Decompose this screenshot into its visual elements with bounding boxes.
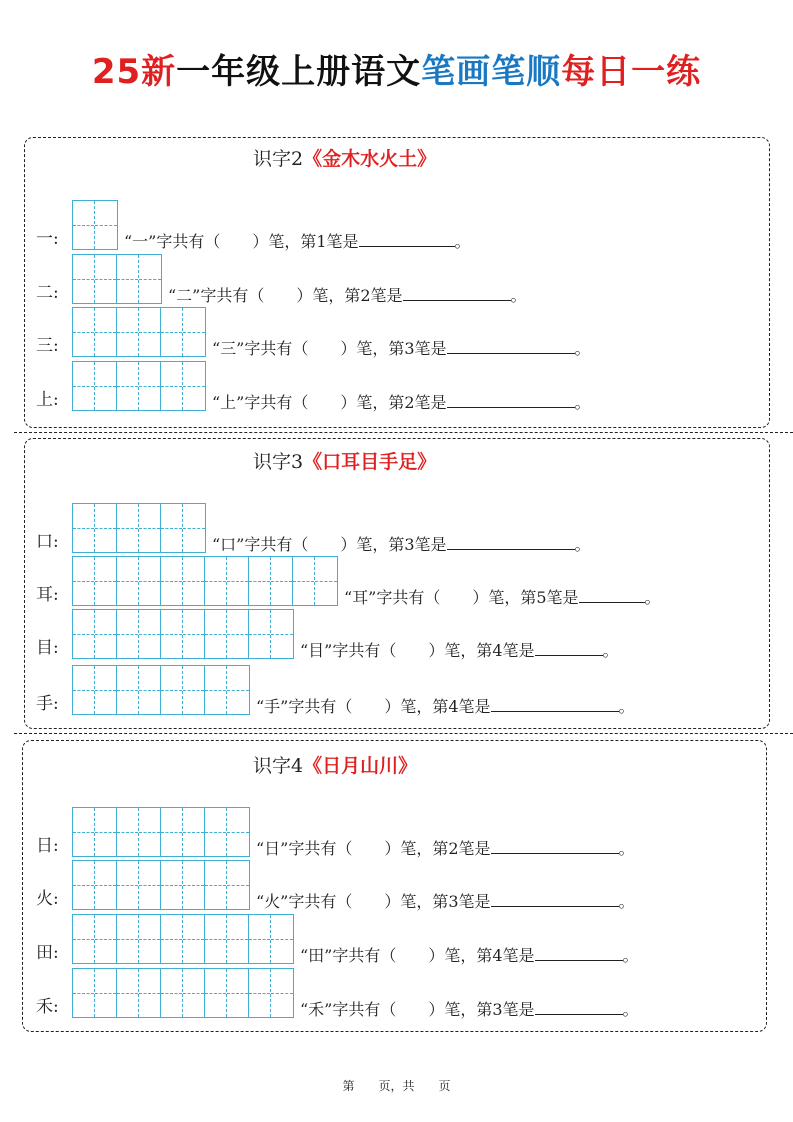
answer-blank[interactable] [403, 284, 511, 301]
grid-cell[interactable] [271, 557, 293, 605]
question-text: “耳”字共有（ ）笔，第5笔是 [344, 588, 579, 607]
grid-cell[interactable] [271, 915, 293, 963]
grid-cell[interactable] [183, 861, 205, 909]
period: 。 [622, 946, 639, 965]
grid-cell[interactable] [117, 666, 139, 714]
grid-cell[interactable] [183, 610, 205, 658]
answer-blank[interactable] [447, 533, 575, 550]
period: 。 [618, 697, 635, 716]
char-label: 口: [36, 532, 59, 552]
grid-cell[interactable] [205, 610, 227, 658]
grid-cell[interactable] [73, 915, 95, 963]
grid-cell[interactable] [139, 915, 161, 963]
grid-cell[interactable] [73, 808, 95, 856]
grid-cell[interactable] [95, 915, 117, 963]
page-title [0, 50, 793, 94]
tian-zi-grid[interactable] [72, 665, 250, 715]
answer-blank[interactable] [535, 944, 623, 961]
grid-cell[interactable] [95, 201, 117, 249]
grid-cell[interactable] [183, 308, 205, 356]
grid-cell[interactable] [183, 362, 205, 410]
char-label: 一: [36, 229, 59, 249]
answer-blank[interactable] [535, 639, 603, 656]
grid-cell[interactable] [73, 504, 95, 552]
grid-cell[interactable] [161, 362, 183, 410]
grid-cell[interactable] [117, 362, 139, 410]
lesson-name: 《金木水火土》 [303, 148, 437, 170]
char-label: 目: [36, 638, 59, 658]
grid-cell[interactable] [73, 969, 95, 1017]
section-title-3 [253, 754, 417, 778]
stroke-question [124, 230, 471, 252]
question-text: “日”字共有（ ）笔，第2笔是 [256, 839, 491, 858]
stroke-question [256, 890, 635, 912]
answer-blank[interactable] [579, 586, 645, 603]
grid-cell[interactable] [161, 557, 183, 605]
grid-cell[interactable] [205, 969, 227, 1017]
grid-cell[interactable] [183, 504, 205, 552]
char-label: 上: [36, 390, 59, 410]
grid-cell[interactable] [117, 969, 139, 1017]
grid-cell[interactable] [117, 915, 139, 963]
section-label: 识字3 [253, 451, 304, 473]
grid-cell[interactable] [95, 610, 117, 658]
grid-cell[interactable] [139, 504, 161, 552]
grid-cell[interactable] [161, 861, 183, 909]
grid-cell[interactable] [139, 308, 161, 356]
section-separator-2 [14, 733, 793, 734]
grid-cell[interactable] [205, 808, 227, 856]
char-label: 三: [36, 336, 59, 356]
question-text: “口”字共有（ ）笔，第3笔是 [212, 535, 447, 554]
stroke-question [300, 944, 639, 966]
grid-cell[interactable] [161, 308, 183, 356]
period: 。 [622, 1000, 639, 1019]
grid-cell[interactable] [95, 255, 117, 303]
grid-cell[interactable] [271, 610, 293, 658]
grid-cell[interactable] [183, 808, 205, 856]
stroke-question [256, 837, 635, 859]
grid-cell[interactable] [73, 362, 95, 410]
grid-cell[interactable] [183, 666, 205, 714]
tian-zi-grid[interactable] [72, 200, 118, 250]
answer-blank[interactable] [535, 998, 623, 1015]
grid-cell[interactable] [205, 557, 227, 605]
question-text: “一”字共有（ ）笔，第1笔是 [124, 232, 359, 251]
grid-cell[interactable] [227, 666, 249, 714]
title-part-4: 每日一练 [561, 52, 702, 92]
grid-cell[interactable] [227, 808, 249, 856]
tian-zi-grid[interactable] [72, 361, 206, 411]
grid-cell[interactable] [139, 969, 161, 1017]
tian-zi-grid[interactable] [72, 254, 162, 304]
grid-cell[interactable] [73, 557, 95, 605]
grid-cell[interactable] [161, 666, 183, 714]
period: 。 [510, 286, 527, 305]
grid-cell[interactable] [117, 861, 139, 909]
answer-blank[interactable] [491, 890, 619, 907]
grid-cell[interactable] [139, 255, 161, 303]
tian-zi-grid[interactable] [72, 968, 294, 1018]
grid-cell[interactable] [227, 915, 249, 963]
tian-zi-grid[interactable] [72, 914, 294, 964]
grid-cell[interactable] [95, 808, 117, 856]
stroke-question [344, 586, 661, 608]
grid-cell[interactable] [139, 666, 161, 714]
grid-cell[interactable] [117, 610, 139, 658]
period: 。 [574, 393, 591, 412]
grid-cell[interactable] [139, 861, 161, 909]
grid-cell[interactable] [227, 610, 249, 658]
char-label: 禾: [36, 997, 59, 1017]
grid-cell[interactable] [73, 255, 95, 303]
answer-blank[interactable] [491, 837, 619, 854]
tian-zi-grid[interactable] [72, 307, 206, 357]
grid-cell[interactable] [95, 557, 117, 605]
grid-cell[interactable] [73, 861, 95, 909]
stroke-question [212, 337, 591, 359]
grid-cell[interactable] [249, 915, 271, 963]
grid-cell[interactable] [161, 969, 183, 1017]
grid-cell[interactable] [73, 610, 95, 658]
char-label: 田: [36, 943, 59, 963]
period: 。 [644, 588, 661, 607]
answer-blank[interactable] [447, 337, 575, 354]
grid-cell[interactable] [139, 610, 161, 658]
lesson-name: 《日月山川》 [303, 755, 418, 777]
period: 。 [618, 839, 635, 858]
grid-cell[interactable] [95, 969, 117, 1017]
question-text: “目”字共有（ ）笔，第4笔是 [300, 641, 535, 660]
grid-cell[interactable] [95, 362, 117, 410]
grid-cell[interactable] [73, 666, 95, 714]
lesson-name: 《口耳目手足》 [303, 451, 437, 473]
grid-cell[interactable] [95, 504, 117, 552]
question-text: “三”字共有（ ）笔，第3笔是 [212, 339, 447, 358]
period: 。 [574, 535, 591, 554]
stroke-question [300, 998, 639, 1020]
grid-cell[interactable] [227, 861, 249, 909]
grid-cell[interactable] [183, 969, 205, 1017]
grid-cell[interactable] [95, 666, 117, 714]
grid-cell[interactable] [161, 808, 183, 856]
stroke-question [212, 391, 591, 413]
section-separator-1 [14, 432, 793, 433]
period: 。 [454, 232, 471, 251]
grid-cell[interactable] [139, 808, 161, 856]
char-label: 二: [36, 283, 59, 303]
question-text: “火”字共有（ ）笔，第3笔是 [256, 892, 491, 911]
grid-cell[interactable] [227, 969, 249, 1017]
question-text: “上”字共有（ ）笔，第2笔是 [212, 393, 447, 412]
grid-cell[interactable] [183, 557, 205, 605]
tian-zi-grid[interactable] [72, 807, 250, 857]
char-label: 手: [36, 694, 59, 714]
grid-cell[interactable] [183, 915, 205, 963]
grid-cell[interactable] [117, 557, 139, 605]
period: 。 [618, 892, 635, 911]
grid-cell[interactable] [117, 308, 139, 356]
stroke-question [256, 695, 635, 717]
question-text: “田”字共有（ ）笔，第4笔是 [300, 946, 535, 965]
stroke-question [300, 639, 619, 661]
stroke-question [168, 284, 527, 306]
page-footer: 第 页，共 页 [342, 1079, 451, 1093]
question-text: “二”字共有（ ）笔，第2笔是 [168, 286, 403, 305]
char-label: 日: [36, 836, 59, 856]
title-part-2: 一年级上册语文 [176, 52, 422, 92]
grid-cell[interactable] [249, 969, 271, 1017]
grid-cell[interactable] [73, 308, 95, 356]
grid-cell[interactable] [271, 969, 293, 1017]
grid-cell[interactable] [249, 610, 271, 658]
char-label: 火: [36, 889, 59, 909]
title-part-3: 笔画笔顺 [421, 52, 562, 92]
period: 。 [574, 339, 591, 358]
answer-blank[interactable] [447, 391, 575, 408]
grid-cell[interactable] [249, 557, 271, 605]
grid-cell[interactable] [95, 308, 117, 356]
grid-cell[interactable] [73, 201, 95, 249]
title-part-1: 25新 [91, 52, 177, 92]
question-text: “手”字共有（ ）笔，第4笔是 [256, 697, 491, 716]
grid-cell[interactable] [139, 362, 161, 410]
grid-cell[interactable] [161, 610, 183, 658]
section-title-1 [253, 147, 436, 171]
grid-cell[interactable] [227, 557, 249, 605]
grid-cell[interactable] [139, 557, 161, 605]
grid-cell[interactable] [117, 504, 139, 552]
grid-cell[interactable] [293, 557, 315, 605]
grid-cell[interactable] [205, 861, 227, 909]
stroke-question [212, 533, 591, 555]
tian-zi-grid[interactable] [72, 503, 206, 553]
tian-zi-grid[interactable] [72, 609, 294, 659]
grid-cell[interactable] [205, 666, 227, 714]
question-text: “禾”字共有（ ）笔，第3笔是 [300, 1000, 535, 1019]
char-label: 耳: [36, 585, 59, 605]
answer-blank[interactable] [359, 230, 455, 247]
grid-cell[interactable] [205, 915, 227, 963]
answer-blank[interactable] [491, 695, 619, 712]
tian-zi-grid[interactable] [72, 556, 338, 606]
grid-cell[interactable] [95, 861, 117, 909]
grid-cell[interactable] [117, 255, 139, 303]
section-title-2 [253, 450, 436, 474]
grid-cell[interactable] [315, 557, 337, 605]
grid-cell[interactable] [161, 504, 183, 552]
grid-cell[interactable] [161, 915, 183, 963]
grid-cell[interactable] [117, 808, 139, 856]
period: 。 [602, 641, 619, 660]
section-label: 识字4 [253, 755, 304, 777]
tian-zi-grid[interactable] [72, 860, 250, 910]
section-label: 识字2 [253, 148, 304, 170]
